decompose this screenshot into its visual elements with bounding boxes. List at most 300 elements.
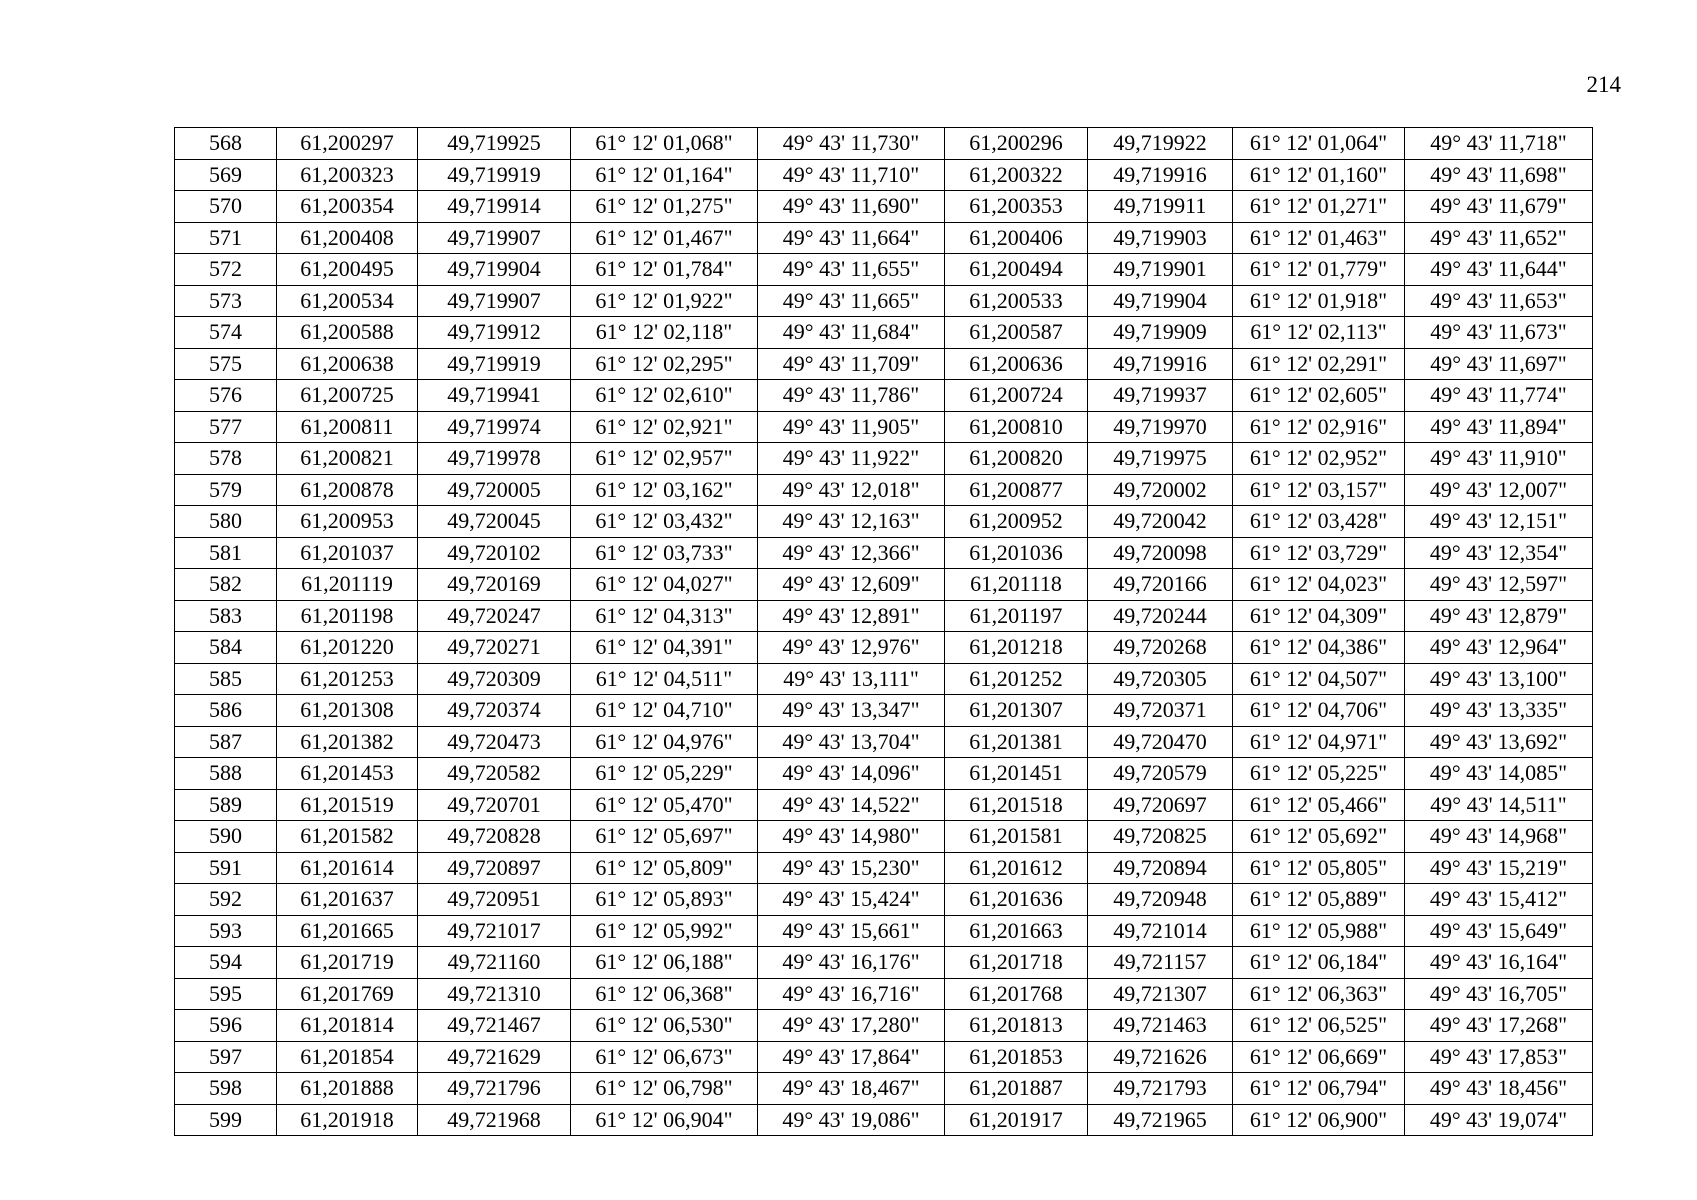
latitude-decimal-cell: 61,200725 <box>277 380 418 412</box>
longitude-decimal-alt-cell: 49,719909 <box>1088 317 1233 349</box>
latitude-decimal-cell: 61,200323 <box>277 159 418 191</box>
latitude-decimal-cell: 61,201582 <box>277 821 418 853</box>
table-row <box>175 128 1593 160</box>
longitude-decimal-alt-cell: 49,721157 <box>1088 947 1233 979</box>
longitude-decimal-alt-cell: 49,720697 <box>1088 789 1233 821</box>
table-row <box>175 1041 1593 1073</box>
point-number-cell: 594 <box>175 947 277 979</box>
longitude-decimal-alt-cell: 49,719970 <box>1088 411 1233 443</box>
latitude-dms-cell: 61° 12' 05,992" <box>571 915 758 947</box>
latitude-decimal-cell: 61,200534 <box>277 285 418 317</box>
latitude-dms-alt-cell: 61° 12' 05,692" <box>1233 821 1405 853</box>
longitude-dms-cell: 49° 43' 17,864" <box>758 1041 945 1073</box>
latitude-dms-alt-cell: 61° 12' 02,113" <box>1233 317 1405 349</box>
longitude-decimal-alt-cell: 49,719916 <box>1088 159 1233 191</box>
latitude-decimal-alt-cell: 61,201663 <box>945 915 1088 947</box>
latitude-dms-cell: 61° 12' 05,470" <box>571 789 758 821</box>
longitude-decimal-alt-cell: 49,721793 <box>1088 1073 1233 1105</box>
latitude-dms-cell: 61° 12' 01,164" <box>571 159 758 191</box>
point-number-cell: 578 <box>175 443 277 475</box>
table-row <box>175 569 1593 601</box>
point-number-cell: 574 <box>175 317 277 349</box>
longitude-decimal-alt-cell: 49,720371 <box>1088 695 1233 727</box>
longitude-decimal-cell: 49,719912 <box>418 317 571 349</box>
longitude-dms-alt-cell: 49° 43' 11,679" <box>1405 191 1593 223</box>
table-row <box>175 947 1593 979</box>
latitude-decimal-alt-cell: 61,201636 <box>945 884 1088 916</box>
latitude-decimal-cell: 61,201665 <box>277 915 418 947</box>
latitude-dms-cell: 61° 12' 04,027" <box>571 569 758 601</box>
point-number-cell: 596 <box>175 1010 277 1042</box>
longitude-decimal-alt-cell: 49,721626 <box>1088 1041 1233 1073</box>
point-number-cell: 593 <box>175 915 277 947</box>
longitude-dms-cell: 49° 43' 18,467" <box>758 1073 945 1105</box>
latitude-decimal-alt-cell: 61,201887 <box>945 1073 1088 1105</box>
longitude-decimal-alt-cell: 49,719903 <box>1088 222 1233 254</box>
longitude-decimal-alt-cell: 49,720470 <box>1088 726 1233 758</box>
longitude-decimal-cell: 49,720045 <box>418 506 571 538</box>
longitude-decimal-cell: 49,719907 <box>418 285 571 317</box>
longitude-decimal-cell: 49,720701 <box>418 789 571 821</box>
table-row <box>175 1073 1593 1105</box>
table-row <box>175 380 1593 412</box>
longitude-dms-cell: 49° 43' 16,716" <box>758 978 945 1010</box>
longitude-decimal-cell: 49,720309 <box>418 663 571 695</box>
longitude-decimal-cell: 49,721629 <box>418 1041 571 1073</box>
latitude-dms-cell: 61° 12' 01,922" <box>571 285 758 317</box>
latitude-decimal-cell: 61,200408 <box>277 222 418 254</box>
longitude-decimal-alt-cell: 49,720268 <box>1088 632 1233 664</box>
longitude-dms-alt-cell: 49° 43' 19,074" <box>1405 1104 1593 1136</box>
table-row <box>175 254 1593 286</box>
longitude-decimal-cell: 49,720828 <box>418 821 571 853</box>
longitude-decimal-cell: 49,720169 <box>418 569 571 601</box>
longitude-decimal-alt-cell: 49,719937 <box>1088 380 1233 412</box>
longitude-dms-cell: 49° 43' 11,922" <box>758 443 945 475</box>
latitude-dms-alt-cell: 61° 12' 02,952" <box>1233 443 1405 475</box>
point-number-cell: 581 <box>175 537 277 569</box>
latitude-dms-cell: 61° 12' 04,710" <box>571 695 758 727</box>
table-row <box>175 978 1593 1010</box>
longitude-decimal-cell: 49,719974 <box>418 411 571 443</box>
latitude-dms-alt-cell: 61° 12' 06,794" <box>1233 1073 1405 1105</box>
latitude-dms-cell: 61° 12' 03,432" <box>571 506 758 538</box>
longitude-dms-cell: 49° 43' 11,690" <box>758 191 945 223</box>
latitude-dms-alt-cell: 61° 12' 04,971" <box>1233 726 1405 758</box>
latitude-decimal-alt-cell: 61,201718 <box>945 947 1088 979</box>
longitude-decimal-alt-cell: 49,720579 <box>1088 758 1233 790</box>
longitude-dms-cell: 49° 43' 11,905" <box>758 411 945 443</box>
longitude-decimal-cell: 49,720374 <box>418 695 571 727</box>
table-row <box>175 159 1593 191</box>
longitude-decimal-alt-cell: 49,720042 <box>1088 506 1233 538</box>
table-row <box>175 632 1593 664</box>
latitude-dms-alt-cell: 61° 12' 01,271" <box>1233 191 1405 223</box>
latitude-dms-cell: 61° 12' 02,118" <box>571 317 758 349</box>
longitude-decimal-cell: 49,719904 <box>418 254 571 286</box>
latitude-dms-cell: 61° 12' 04,391" <box>571 632 758 664</box>
point-number-cell: 586 <box>175 695 277 727</box>
longitude-dms-cell: 49° 43' 11,710" <box>758 159 945 191</box>
latitude-decimal-cell: 61,200821 <box>277 443 418 475</box>
latitude-decimal-alt-cell: 61,201581 <box>945 821 1088 853</box>
latitude-dms-alt-cell: 61° 12' 02,605" <box>1233 380 1405 412</box>
longitude-dms-cell: 49° 43' 12,366" <box>758 537 945 569</box>
longitude-dms-cell: 49° 43' 11,655" <box>758 254 945 286</box>
longitude-dms-cell: 49° 43' 13,347" <box>758 695 945 727</box>
latitude-dms-cell: 61° 12' 02,295" <box>571 348 758 380</box>
table-row <box>175 758 1593 790</box>
table-row <box>175 285 1593 317</box>
latitude-decimal-cell: 61,200588 <box>277 317 418 349</box>
latitude-decimal-alt-cell: 61,200353 <box>945 191 1088 223</box>
longitude-dms-cell: 49° 43' 15,230" <box>758 852 945 884</box>
longitude-dms-alt-cell: 49° 43' 13,692" <box>1405 726 1593 758</box>
point-number-cell: 597 <box>175 1041 277 1073</box>
point-number-cell: 580 <box>175 506 277 538</box>
latitude-decimal-alt-cell: 61,201768 <box>945 978 1088 1010</box>
longitude-decimal-cell: 49,719919 <box>418 348 571 380</box>
latitude-decimal-cell: 61,200953 <box>277 506 418 538</box>
longitude-dms-cell: 49° 43' 12,976" <box>758 632 945 664</box>
longitude-decimal-cell: 49,721310 <box>418 978 571 1010</box>
point-number-cell: 582 <box>175 569 277 601</box>
point-number-cell: 576 <box>175 380 277 412</box>
latitude-dms-alt-cell: 61° 12' 04,023" <box>1233 569 1405 601</box>
longitude-dms-alt-cell: 49° 43' 12,354" <box>1405 537 1593 569</box>
latitude-decimal-alt-cell: 61,201813 <box>945 1010 1088 1042</box>
latitude-dms-cell: 61° 12' 04,511" <box>571 663 758 695</box>
longitude-dms-alt-cell: 49° 43' 11,652" <box>1405 222 1593 254</box>
latitude-dms-alt-cell: 61° 12' 03,157" <box>1233 474 1405 506</box>
point-number-cell: 570 <box>175 191 277 223</box>
table-row <box>175 348 1593 380</box>
longitude-dms-alt-cell: 49° 43' 11,774" <box>1405 380 1593 412</box>
longitude-dms-alt-cell: 49° 43' 15,219" <box>1405 852 1593 884</box>
longitude-dms-cell: 49° 43' 15,661" <box>758 915 945 947</box>
latitude-decimal-alt-cell: 61,201118 <box>945 569 1088 601</box>
longitude-dms-cell: 49° 43' 12,609" <box>758 569 945 601</box>
latitude-decimal-cell: 61,200297 <box>277 128 418 160</box>
latitude-decimal-alt-cell: 61,201381 <box>945 726 1088 758</box>
latitude-dms-cell: 61° 12' 06,904" <box>571 1104 758 1136</box>
longitude-dms-alt-cell: 49° 43' 11,653" <box>1405 285 1593 317</box>
latitude-decimal-cell: 61,200354 <box>277 191 418 223</box>
longitude-dms-alt-cell: 49° 43' 11,697" <box>1405 348 1593 380</box>
latitude-decimal-cell: 61,201220 <box>277 632 418 664</box>
longitude-decimal-cell: 49,719925 <box>418 128 571 160</box>
table-row <box>175 443 1593 475</box>
longitude-dms-cell: 49° 43' 15,424" <box>758 884 945 916</box>
latitude-decimal-cell: 61,201854 <box>277 1041 418 1073</box>
longitude-dms-alt-cell: 49° 43' 12,007" <box>1405 474 1593 506</box>
latitude-decimal-alt-cell: 61,200406 <box>945 222 1088 254</box>
longitude-decimal-cell: 49,719978 <box>418 443 571 475</box>
longitude-dms-cell: 49° 43' 12,891" <box>758 600 945 632</box>
latitude-dms-cell: 61° 12' 02,610" <box>571 380 758 412</box>
latitude-decimal-cell: 61,201614 <box>277 852 418 884</box>
longitude-decimal-alt-cell: 49,719901 <box>1088 254 1233 286</box>
longitude-dms-cell: 49° 43' 14,096" <box>758 758 945 790</box>
longitude-dms-alt-cell: 49° 43' 12,151" <box>1405 506 1593 538</box>
latitude-dms-alt-cell: 61° 12' 01,064" <box>1233 128 1405 160</box>
latitude-decimal-cell: 61,200638 <box>277 348 418 380</box>
latitude-decimal-alt-cell: 61,200952 <box>945 506 1088 538</box>
latitude-dms-alt-cell: 61° 12' 04,507" <box>1233 663 1405 695</box>
point-number-cell: 569 <box>175 159 277 191</box>
latitude-decimal-alt-cell: 61,200533 <box>945 285 1088 317</box>
longitude-dms-alt-cell: 49° 43' 16,164" <box>1405 947 1593 979</box>
table-row <box>175 411 1593 443</box>
latitude-dms-cell: 61° 12' 03,733" <box>571 537 758 569</box>
point-number-cell: 571 <box>175 222 277 254</box>
latitude-decimal-alt-cell: 61,200636 <box>945 348 1088 380</box>
latitude-decimal-cell: 61,201918 <box>277 1104 418 1136</box>
longitude-dms-alt-cell: 49° 43' 14,085" <box>1405 758 1593 790</box>
longitude-dms-alt-cell: 49° 43' 14,968" <box>1405 821 1593 853</box>
latitude-dms-cell: 61° 12' 01,784" <box>571 254 758 286</box>
point-number-cell: 591 <box>175 852 277 884</box>
latitude-dms-alt-cell: 61° 12' 03,428" <box>1233 506 1405 538</box>
latitude-decimal-alt-cell: 61,200820 <box>945 443 1088 475</box>
table-row <box>175 537 1593 569</box>
longitude-dms-cell: 49° 43' 13,704" <box>758 726 945 758</box>
longitude-dms-alt-cell: 49° 43' 11,644" <box>1405 254 1593 286</box>
latitude-dms-alt-cell: 61° 12' 04,309" <box>1233 600 1405 632</box>
longitude-dms-alt-cell: 49° 43' 12,597" <box>1405 569 1593 601</box>
longitude-decimal-cell: 49,719919 <box>418 159 571 191</box>
latitude-decimal-alt-cell: 61,200494 <box>945 254 1088 286</box>
latitude-decimal-alt-cell: 61,201917 <box>945 1104 1088 1136</box>
table-row <box>175 1104 1593 1136</box>
latitude-decimal-cell: 61,200495 <box>277 254 418 286</box>
latitude-dms-cell: 61° 12' 05,809" <box>571 852 758 884</box>
latitude-dms-alt-cell: 61° 12' 05,805" <box>1233 852 1405 884</box>
longitude-decimal-cell: 49,720951 <box>418 884 571 916</box>
latitude-decimal-cell: 61,200811 <box>277 411 418 443</box>
table-row <box>175 726 1593 758</box>
latitude-dms-cell: 61° 12' 06,368" <box>571 978 758 1010</box>
longitude-decimal-cell: 49,720247 <box>418 600 571 632</box>
longitude-dms-alt-cell: 49° 43' 17,268" <box>1405 1010 1593 1042</box>
latitude-dms-alt-cell: 61° 12' 05,225" <box>1233 758 1405 790</box>
latitude-dms-alt-cell: 61° 12' 06,525" <box>1233 1010 1405 1042</box>
longitude-dms-alt-cell: 49° 43' 12,964" <box>1405 632 1593 664</box>
latitude-dms-alt-cell: 61° 12' 05,988" <box>1233 915 1405 947</box>
longitude-decimal-cell: 49,719914 <box>418 191 571 223</box>
longitude-dms-alt-cell: 49° 43' 11,910" <box>1405 443 1593 475</box>
longitude-dms-cell: 49° 43' 11,730" <box>758 128 945 160</box>
latitude-dms-alt-cell: 61° 12' 06,669" <box>1233 1041 1405 1073</box>
longitude-decimal-alt-cell: 49,720244 <box>1088 600 1233 632</box>
longitude-decimal-cell: 49,720005 <box>418 474 571 506</box>
table-row <box>175 884 1593 916</box>
longitude-decimal-cell: 49,719907 <box>418 222 571 254</box>
point-number-cell: 573 <box>175 285 277 317</box>
point-number-cell: 589 <box>175 789 277 821</box>
latitude-decimal-cell: 61,201382 <box>277 726 418 758</box>
point-number-cell: 590 <box>175 821 277 853</box>
longitude-decimal-cell: 49,720897 <box>418 852 571 884</box>
latitude-dms-cell: 61° 12' 01,068" <box>571 128 758 160</box>
latitude-dms-cell: 61° 12' 05,229" <box>571 758 758 790</box>
point-number-cell: 585 <box>175 663 277 695</box>
table-row <box>175 852 1593 884</box>
longitude-dms-alt-cell: 49° 43' 14,511" <box>1405 789 1593 821</box>
longitude-dms-cell: 49° 43' 14,980" <box>758 821 945 853</box>
longitude-dms-alt-cell: 49° 43' 13,335" <box>1405 695 1593 727</box>
longitude-decimal-alt-cell: 49,719922 <box>1088 128 1233 160</box>
latitude-decimal-alt-cell: 61,200587 <box>945 317 1088 349</box>
longitude-dms-cell: 49° 43' 12,163" <box>758 506 945 538</box>
point-number-cell: 584 <box>175 632 277 664</box>
latitude-decimal-alt-cell: 61,200877 <box>945 474 1088 506</box>
point-number-cell: 595 <box>175 978 277 1010</box>
point-number-cell: 575 <box>175 348 277 380</box>
latitude-decimal-alt-cell: 61,201451 <box>945 758 1088 790</box>
latitude-dms-alt-cell: 61° 12' 06,184" <box>1233 947 1405 979</box>
longitude-dms-cell: 49° 43' 14,522" <box>758 789 945 821</box>
latitude-decimal-alt-cell: 61,200724 <box>945 380 1088 412</box>
longitude-decimal-cell: 49,720473 <box>418 726 571 758</box>
latitude-decimal-alt-cell: 61,201036 <box>945 537 1088 569</box>
longitude-decimal-alt-cell: 49,719911 <box>1088 191 1233 223</box>
latitude-dms-cell: 61° 12' 06,530" <box>571 1010 758 1042</box>
latitude-dms-alt-cell: 61° 12' 01,779" <box>1233 254 1405 286</box>
longitude-decimal-cell: 49,720102 <box>418 537 571 569</box>
longitude-decimal-alt-cell: 49,719916 <box>1088 348 1233 380</box>
latitude-dms-alt-cell: 61° 12' 03,729" <box>1233 537 1405 569</box>
table-row <box>175 695 1593 727</box>
longitude-decimal-alt-cell: 49,719904 <box>1088 285 1233 317</box>
longitude-decimal-alt-cell: 49,721014 <box>1088 915 1233 947</box>
longitude-dms-cell: 49° 43' 13,111" <box>758 663 945 695</box>
longitude-decimal-cell: 49,721796 <box>418 1073 571 1105</box>
longitude-dms-cell: 49° 43' 11,786" <box>758 380 945 412</box>
latitude-decimal-alt-cell: 61,201252 <box>945 663 1088 695</box>
longitude-decimal-alt-cell: 49,720098 <box>1088 537 1233 569</box>
latitude-dms-alt-cell: 61° 12' 05,466" <box>1233 789 1405 821</box>
point-number-cell: 592 <box>175 884 277 916</box>
table-row <box>175 663 1593 695</box>
table-row <box>175 474 1593 506</box>
latitude-dms-cell: 61° 12' 05,697" <box>571 821 758 853</box>
longitude-dms-cell: 49° 43' 11,665" <box>758 285 945 317</box>
latitude-dms-cell: 61° 12' 03,162" <box>571 474 758 506</box>
table-body <box>175 128 1593 1136</box>
latitude-decimal-alt-cell: 61,201218 <box>945 632 1088 664</box>
longitude-dms-alt-cell: 49° 43' 15,412" <box>1405 884 1593 916</box>
longitude-decimal-alt-cell: 49,720166 <box>1088 569 1233 601</box>
longitude-decimal-cell: 49,721160 <box>418 947 571 979</box>
latitude-dms-cell: 61° 12' 06,798" <box>571 1073 758 1105</box>
longitude-dms-cell: 49° 43' 11,684" <box>758 317 945 349</box>
table-row <box>175 191 1593 223</box>
latitude-dms-cell: 61° 12' 02,921" <box>571 411 758 443</box>
longitude-decimal-alt-cell: 49,721965 <box>1088 1104 1233 1136</box>
longitude-decimal-alt-cell: 49,720948 <box>1088 884 1233 916</box>
longitude-decimal-cell: 49,721017 <box>418 915 571 947</box>
longitude-decimal-alt-cell: 49,720825 <box>1088 821 1233 853</box>
longitude-decimal-alt-cell: 49,721307 <box>1088 978 1233 1010</box>
latitude-dms-cell: 61° 12' 01,467" <box>571 222 758 254</box>
latitude-dms-cell: 61° 12' 04,976" <box>571 726 758 758</box>
longitude-dms-cell: 49° 43' 11,664" <box>758 222 945 254</box>
point-number-cell: 587 <box>175 726 277 758</box>
latitude-decimal-alt-cell: 61,200322 <box>945 159 1088 191</box>
latitude-decimal-cell: 61,201769 <box>277 978 418 1010</box>
latitude-dms-cell: 61° 12' 05,893" <box>571 884 758 916</box>
latitude-dms-alt-cell: 61° 12' 02,291" <box>1233 348 1405 380</box>
longitude-dms-alt-cell: 49° 43' 15,649" <box>1405 915 1593 947</box>
longitude-dms-cell: 49° 43' 11,709" <box>758 348 945 380</box>
point-number-cell: 598 <box>175 1073 277 1105</box>
coordinates-table <box>174 127 1593 1136</box>
latitude-dms-alt-cell: 61° 12' 01,463" <box>1233 222 1405 254</box>
latitude-decimal-alt-cell: 61,201518 <box>945 789 1088 821</box>
longitude-dms-cell: 49° 43' 12,018" <box>758 474 945 506</box>
longitude-dms-alt-cell: 49° 43' 16,705" <box>1405 978 1593 1010</box>
page-number: 214 <box>1586 72 1621 97</box>
longitude-decimal-cell: 49,721968 <box>418 1104 571 1136</box>
latitude-decimal-cell: 61,201637 <box>277 884 418 916</box>
table-row <box>175 789 1593 821</box>
latitude-dms-alt-cell: 61° 12' 01,160" <box>1233 159 1405 191</box>
longitude-dms-alt-cell: 49° 43' 18,456" <box>1405 1073 1593 1105</box>
latitude-dms-alt-cell: 61° 12' 06,363" <box>1233 978 1405 1010</box>
latitude-decimal-cell: 61,201453 <box>277 758 418 790</box>
latitude-decimal-alt-cell: 61,200810 <box>945 411 1088 443</box>
point-number-cell: 599 <box>175 1104 277 1136</box>
latitude-decimal-cell: 61,201888 <box>277 1073 418 1105</box>
longitude-dms-cell: 49° 43' 19,086" <box>758 1104 945 1136</box>
latitude-decimal-alt-cell: 61,200296 <box>945 128 1088 160</box>
longitude-dms-cell: 49° 43' 16,176" <box>758 947 945 979</box>
latitude-dms-alt-cell: 61° 12' 04,386" <box>1233 632 1405 664</box>
table-row <box>175 317 1593 349</box>
longitude-dms-alt-cell: 49° 43' 17,853" <box>1405 1041 1593 1073</box>
longitude-decimal-alt-cell: 49,719975 <box>1088 443 1233 475</box>
point-number-cell: 588 <box>175 758 277 790</box>
longitude-dms-cell: 49° 43' 17,280" <box>758 1010 945 1042</box>
longitude-dms-alt-cell: 49° 43' 11,718" <box>1405 128 1593 160</box>
point-number-cell: 577 <box>175 411 277 443</box>
longitude-dms-alt-cell: 49° 43' 11,698" <box>1405 159 1593 191</box>
latitude-decimal-cell: 61,201308 <box>277 695 418 727</box>
latitude-decimal-cell: 61,201253 <box>277 663 418 695</box>
table-row <box>175 1010 1593 1042</box>
latitude-decimal-alt-cell: 61,201853 <box>945 1041 1088 1073</box>
longitude-decimal-cell: 49,721467 <box>418 1010 571 1042</box>
longitude-dms-alt-cell: 49° 43' 11,894" <box>1405 411 1593 443</box>
longitude-decimal-alt-cell: 49,721463 <box>1088 1010 1233 1042</box>
longitude-decimal-alt-cell: 49,720305 <box>1088 663 1233 695</box>
table-row <box>175 222 1593 254</box>
latitude-dms-alt-cell: 61° 12' 02,916" <box>1233 411 1405 443</box>
latitude-decimal-cell: 61,200878 <box>277 474 418 506</box>
point-number-cell: 583 <box>175 600 277 632</box>
latitude-decimal-cell: 61,201519 <box>277 789 418 821</box>
latitude-dms-cell: 61° 12' 01,275" <box>571 191 758 223</box>
latitude-dms-cell: 61° 12' 04,313" <box>571 600 758 632</box>
latitude-dms-alt-cell: 61° 12' 01,918" <box>1233 285 1405 317</box>
table-row <box>175 915 1593 947</box>
point-number-cell: 568 <box>175 128 277 160</box>
latitude-dms-alt-cell: 61° 12' 06,900" <box>1233 1104 1405 1136</box>
latitude-dms-cell: 61° 12' 06,188" <box>571 947 758 979</box>
latitude-decimal-cell: 61,201037 <box>277 537 418 569</box>
longitude-decimal-cell: 49,719941 <box>418 380 571 412</box>
